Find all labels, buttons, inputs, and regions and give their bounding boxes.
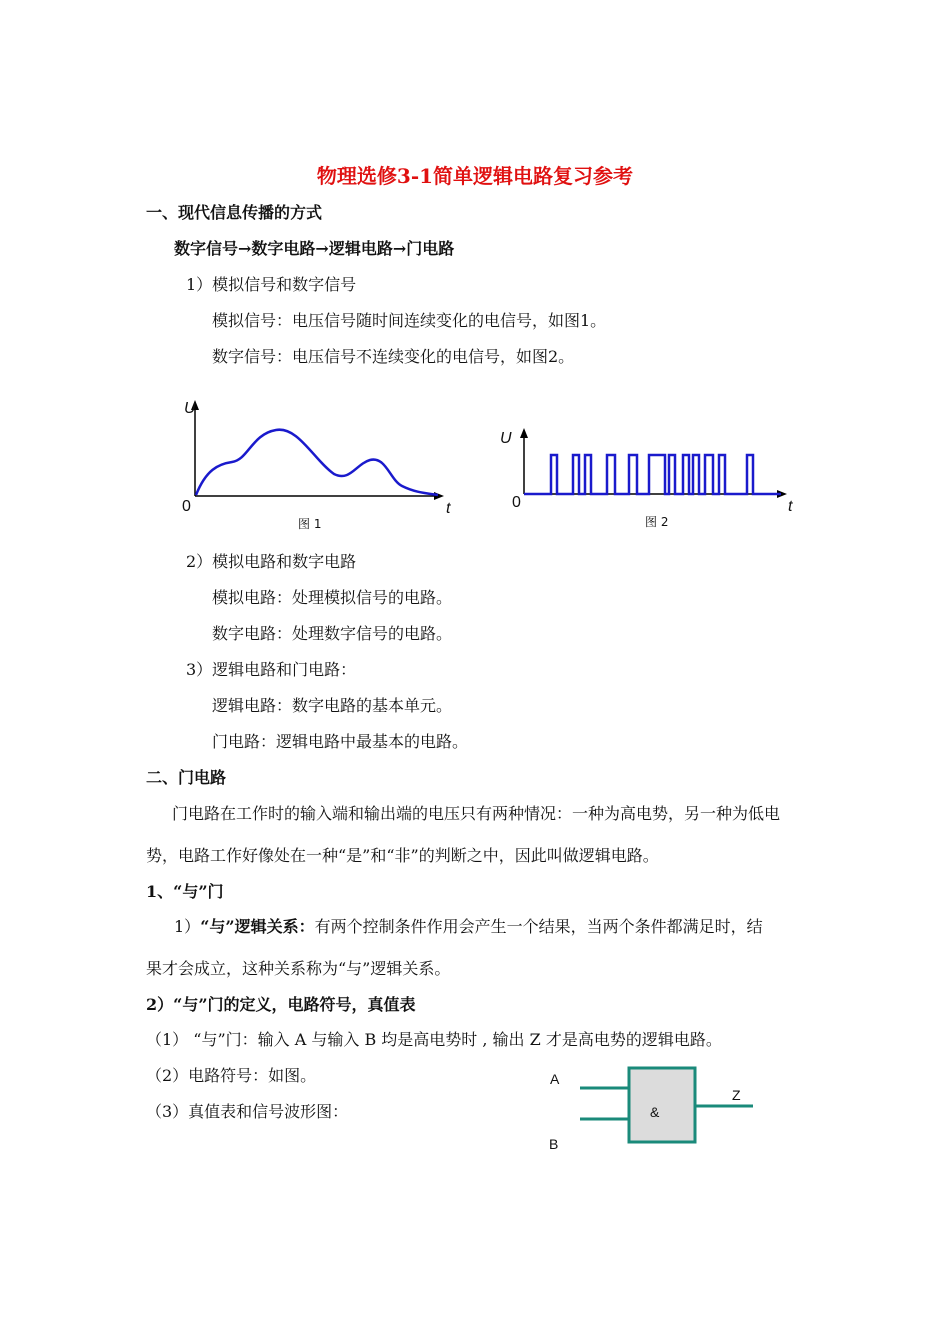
figure1-analog-plot [176,398,456,523]
and-gate-symbol [575,1060,760,1150]
and-gate-definition: （1） “与”门：输入 A 与输入 B 均是高电势时 , 输出 Z 才是高电势的逻辑电路。 [146,1030,722,1049]
figure2-digital-plot [515,420,795,505]
fig1-origin: 0 [182,498,191,515]
item1-label: 1）模拟信号和数字信号 [186,275,357,294]
analog-signal-def: 模拟信号：电压信号随时间连续变化的电信号，如图1。 [212,311,607,330]
logic-circuit-def: 逻辑电路：数字电路的基本单元。 [212,696,453,715]
digital-waveform [524,455,781,494]
digital-signal-def: 数字信号：电压信号不连续变化的电信号，如图2。 [212,347,575,366]
fig2-x-label: t [788,498,793,515]
fig2-origin: 0 [512,494,521,511]
fig2-y-label: U [500,430,512,447]
and-logic-number: 1） [174,917,201,936]
fig1-x-label: t [446,500,451,517]
section1-heading: 一、现代信息传播的方式 [146,203,323,222]
analog-curve [196,430,438,495]
page-title: 物理选修3-1简单逻辑电路复习参考 [316,164,634,188]
gate-circuit-def: 门电路：逻辑电路中最基本的电路。 [212,732,469,751]
item2-label: 2）模拟电路和数字电路 [186,552,357,571]
and-gate-subheading: 2）“与”门的定义，电路符号，真值表 [146,995,416,1014]
gate-input-b: B [549,1136,559,1152]
item3-label: 3）逻辑电路和门电路： [186,660,357,679]
section2-para-line2: 势，电路工作好像处在一种“是”和“非”的判断之中，因此叫做逻辑电路。 [146,846,659,865]
circuit-symbol-item: （2）电路符号：如图。 [146,1066,317,1085]
and-logic-text: 有两个控制条件作用会产生一个结果，当两个条件都满足时，结 [314,917,763,936]
and-logic-term: “与”逻辑关系： [200,917,315,936]
fig2-caption: 图 2 [645,515,669,529]
gate-input-a: A [550,1071,560,1087]
digital-circuit-def: 数字电路：处理数字信号的电路。 [212,624,453,643]
section2-para-line1: 门电路在工作时的输入端和输出端的电压只有两种情况：一种为高电势，另一种为低电 [172,804,781,823]
fig1-y-label: U [184,400,196,417]
and-gate-ampersand: & [650,1104,660,1120]
gate-output-z: Z [732,1087,741,1103]
analog-circuit-def: 模拟电路：处理模拟信号的电路。 [212,588,453,607]
and-gate-heading: 1、“与”门 [146,882,224,901]
and-logic-line1 [174,914,763,937]
fig1-caption: 图 1 [298,517,322,531]
signal-flow: 数字信号→数字电路→逻辑电路→门电路 [174,239,455,258]
section2-heading: 二、门电路 [146,768,227,787]
truth-table-item: （3）真值表和信号波形图： [146,1102,349,1121]
and-logic-line2: 果才会成立，这种关系称为“与”逻辑关系。 [146,959,451,978]
